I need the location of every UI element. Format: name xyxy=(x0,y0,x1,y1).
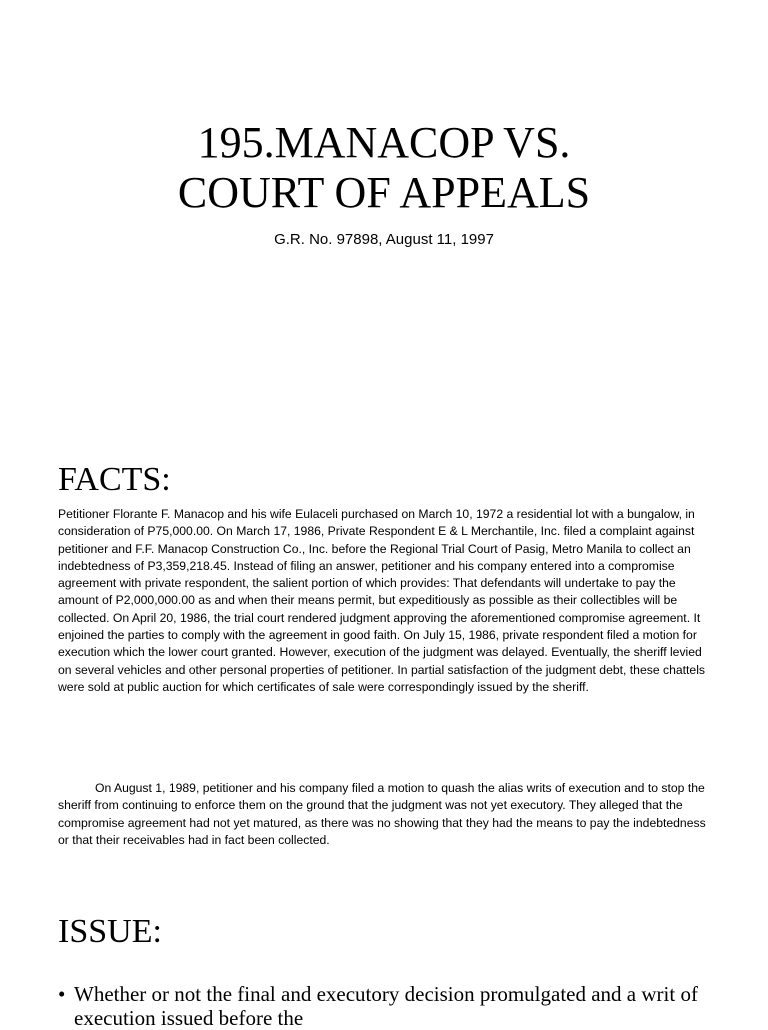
case-citation: G.R. No. 97898, August 11, 1997 xyxy=(274,231,494,248)
title-line-2: COURT OF APPEALS xyxy=(177,168,591,217)
bullet-icon: • xyxy=(58,982,66,1006)
list-item xyxy=(58,982,698,1030)
facts-paragraph-1: Petitioner Florante F. Manacop and his wife Eulaceli purchased on March 10, 1972 a residential lot with a bungalow, in consideration of P75,000.00. On March 17, 1986, Private Respondent E & L Merchantile, Inc. filed a complaint against petitioner and F.F. Manacop Construction Co., Inc. before the Regional Trial Court of Pasig, Metro Manila to collect an indebtedness of P3,359,218.45. Instead of filing an answer, petitioner and his company entered into a compromise agreement with private respondent, the salient portion of which provides: That defendants will undertake to pay the amount of P2,000,000.00 as and when their means permit, but expeditiously as possible as their collectibles will be collected. On April 20, 1986, the trial court rendered judgment approving the aforementioned compromise agreement. It enjoined the parties to comply with the agreement in good faith. On July 15, 1986, private respondent filed a motion for execution which the lower court granted. However, execution of the judgment was delayed. Eventually, the sheriff levied on several vehicles and other personal properties of petitioner. In partial satisfaction of the judgment debt, these chattels were sold at public auction for which certificates of sale were correspondingly issued by the sheriff. xyxy=(58,507,706,694)
facts-heading: FACTS: xyxy=(58,461,171,498)
page-title xyxy=(0,118,768,218)
issue-heading: ISSUE: xyxy=(58,913,162,950)
facts-paragraph-2: On August 1, 1989, petitioner and his company filed a motion to quash the alias writs of execution and to stop the sheriff from continuing to enforce them on the ground that the judgment was not yet executory. They alleged that the compromise agreement had not yet matured, as there was no showing that they had the means to pay the indebtedness or that their receivables had in fact been collected. xyxy=(58,781,706,847)
issue-list xyxy=(58,982,698,1030)
issue-text: Whether or not the final and executory decision promulgated and a writ of execution issued before the xyxy=(74,982,698,1030)
title-line-1: 195.MANACOP VS. xyxy=(197,118,571,167)
